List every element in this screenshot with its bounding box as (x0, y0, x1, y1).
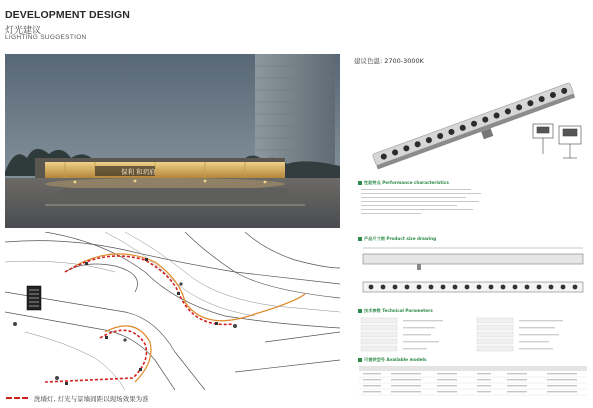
plan-legend-text: 洗墙灯, 灯光与景墙间距以现场效果为准 (34, 394, 149, 403)
night-rendering-image (5, 54, 340, 228)
color-temperature-note: 建议色温: 2700-3000K (354, 57, 424, 65)
fixture-spec-sheet (349, 52, 591, 400)
page-title: DEVELOPMENT DESIGN (5, 9, 130, 21)
tech-params-heading: 技术参数 Technical Parameters (358, 308, 433, 314)
models-heading: 可提供型号 Available models (358, 357, 426, 363)
building-sign: 保利 和玥府 (121, 168, 156, 176)
size-drawing (357, 244, 589, 304)
page-subtitle-en: LIGHTING SUGGESTION (5, 34, 87, 41)
models-table (357, 365, 589, 397)
size-drawing-heading: 产品尺寸图 Product size drawing (358, 236, 436, 242)
wall-washer-legend-line (6, 397, 28, 399)
wall-washer-fixture-image (357, 62, 589, 180)
lighting-site-plan (5, 232, 340, 390)
performance-heading: 性能特点 Performance characteristics (358, 180, 449, 186)
page-subtitle-cn: 灯光建议 (5, 26, 42, 36)
plan-legend (6, 392, 149, 404)
tech-params-table (357, 316, 589, 352)
